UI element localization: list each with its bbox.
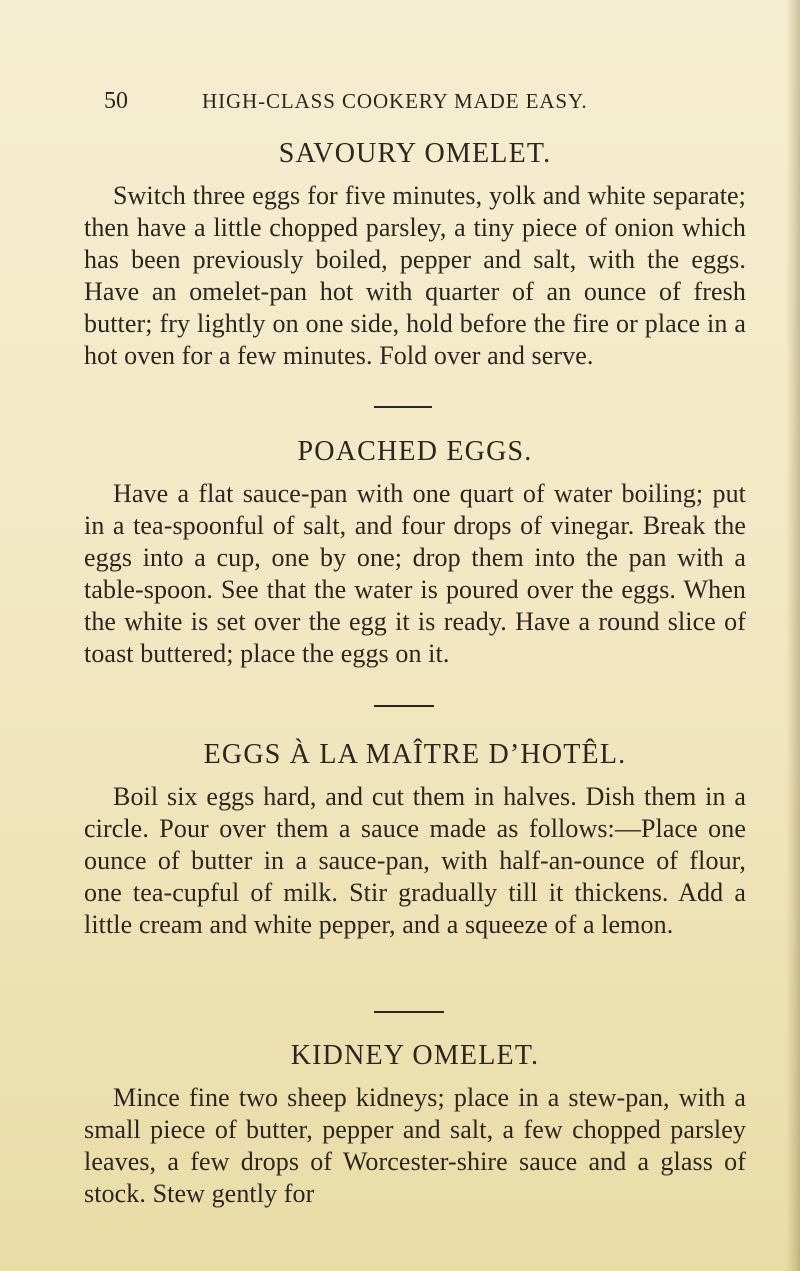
section-kidney-omelet (84, 1040, 746, 1210)
section-title: POACHED EGGS. (297, 436, 533, 467)
page-header (104, 88, 744, 118)
section-title: SAVOURY OMELET. (278, 138, 552, 169)
section-eggs-maitre-dhotel (84, 739, 746, 941)
section-divider (374, 1011, 444, 1013)
page-edge-shadow (786, 0, 800, 1271)
section-body: Have a flat sauce-pan with one quart of water boiling; put in a tea-spoonful of salt, and four drops of vinegar. Break the eggs into a cup, one by one; drop them into the pan with a table-spoon. See that the water is poured over the eggs. When the white is set over the egg it is ready. Have a round slice of toast buttered; place the eggs on it. (84, 479, 746, 668)
running-title: HIGH-CLASS COOKERY MADE EASY. (202, 89, 588, 113)
section-divider (374, 406, 432, 408)
section-body: Mince fine two sheep kidneys; place in a stew-pan, with a small piece of butter, pepper and salt, a few chopped parsley leaves, a few drops of Worcester-shire sauce and a glass of stock. Stew gently for (84, 1083, 746, 1208)
section-title: EGGS À LA MAÎTRE D’HOTÊL. (203, 739, 627, 770)
section-body: Switch three eggs for five minutes, yolk and white separate; then have a little chopped parsley, a tiny piece of onion which has been previously boiled, pepper and salt, with the eggs. Have an omelet-pan hot with quarter of an ounce of fresh butter; fry lightly on one side, hold before the fire or place in a hot oven for a few minutes. Fold over and serve. (84, 181, 746, 370)
section-divider (374, 705, 434, 707)
section-savoury-omelet (84, 138, 746, 372)
section-title: KIDNEY OMELET. (290, 1040, 540, 1071)
page-number: 50 (104, 88, 128, 114)
section-poached-eggs (84, 436, 746, 670)
section-body: Boil six eggs hard, and cut them in halves. Dish them in a circle. Pour over them a sauce made as follows:—Place one ounce of butter in a sauce-pan, with half-an-ounce of flour, one tea-cupful of milk. Stir gradually till it thickens. Add a little cream and white pepper, and a squeeze of a lemon. (84, 782, 746, 939)
